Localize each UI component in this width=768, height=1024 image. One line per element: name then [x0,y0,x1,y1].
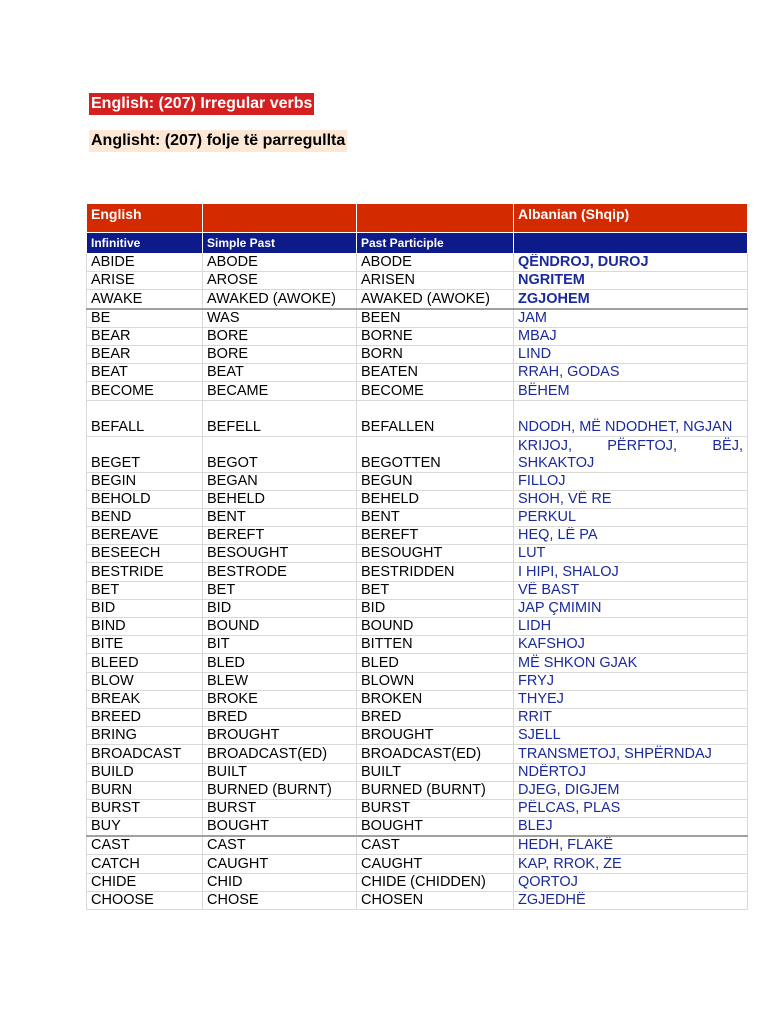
table-row [87,818,748,837]
table-row [87,708,748,726]
cell-albanian: NGRITEM [514,272,748,290]
cell-infinitive: ABIDE [87,254,203,272]
table-row [87,672,748,690]
cell-simple-past: BEFELL [203,400,357,436]
table-row [87,763,748,781]
cell-simple-past: BUILT [203,763,357,781]
table-row [87,836,748,855]
cell-simple-past: BID [203,599,357,617]
table-row [87,799,748,817]
cell-infinitive: BEFALL [87,400,203,436]
cell-infinitive: BUY [87,818,203,837]
cell-simple-past: BLEW [203,672,357,690]
cell-infinitive: BRING [87,727,203,745]
cell-simple-past: BURST [203,799,357,817]
cell-simple-past: BEREFT [203,527,357,545]
table-row [87,563,748,581]
cell-infinitive: BURN [87,781,203,799]
table-row [87,490,748,508]
cell-simple-past: BEHELD [203,490,357,508]
cell-past-participle: BLOWN [357,672,514,690]
cell-simple-past: CHOSE [203,891,357,909]
cell-simple-past: CAUGHT [203,855,357,873]
cell-past-participle: BEATEN [357,364,514,382]
cell-past-participle: BITTEN [357,636,514,654]
cell-infinitive: BLEED [87,654,203,672]
cell-simple-past: BIT [203,636,357,654]
cell-albanian: SJELL [514,727,748,745]
cell-past-participle: BECOME [357,382,514,400]
cell-past-participle: BROUGHT [357,727,514,745]
table-row [87,855,748,873]
cell-infinitive: BESEECH [87,545,203,563]
table-row [87,472,748,490]
table-row [87,272,748,290]
header-past-participle: Past Participle [357,233,514,254]
cell-simple-past: BORE [203,327,357,345]
cell-simple-past: ABODE [203,254,357,272]
verb-rows [87,254,748,910]
cell-albanian: ZGJOHEM [514,290,748,309]
cell-past-participle: BEGUN [357,472,514,490]
table-row [87,508,748,526]
table-row [87,636,748,654]
cell-infinitive: BID [87,599,203,617]
header-row-languages [87,204,748,233]
cell-simple-past: BENT [203,508,357,526]
cell-past-participle: BEFALLEN [357,400,514,436]
cell-infinitive: BREAK [87,690,203,708]
table-row [87,599,748,617]
cell-infinitive: BE [87,309,203,328]
cell-past-participle: BEHELD [357,490,514,508]
cell-simple-past: BORE [203,345,357,363]
table-row [87,545,748,563]
cell-albanian: JAP ÇMIMIN [514,599,748,617]
cell-past-participle: BEREFT [357,527,514,545]
cell-infinitive: BEAR [87,327,203,345]
cell-albanian: NDODH, MË NDODHET, NGJAN [514,400,748,436]
cell-simple-past: BRED [203,708,357,726]
cell-albanian: KRIJOJ, PËRFTOJ, BËJ, SHKAKTOJ [514,436,748,472]
table-row [87,364,748,382]
cell-albanian: LUT [514,545,748,563]
table-row [87,581,748,599]
cell-past-participle: BORN [357,345,514,363]
cell-past-participle: BUILT [357,763,514,781]
cell-simple-past: BEGAN [203,472,357,490]
cell-past-participle: BESOUGHT [357,545,514,563]
header-empty [514,233,748,254]
cell-past-participle: CHOSEN [357,891,514,909]
cell-infinitive: BEAR [87,345,203,363]
cell-albanian: RRAH, GODAS [514,364,748,382]
cell-past-participle: BRED [357,708,514,726]
cell-simple-past: BLED [203,654,357,672]
cell-infinitive: BEHOLD [87,490,203,508]
cell-albanian: LIDH [514,618,748,636]
table-row [87,382,748,400]
cell-simple-past: BURNED (BURNT) [203,781,357,799]
cell-infinitive: BECOME [87,382,203,400]
cell-infinitive: BUILD [87,763,203,781]
cell-albanian: FRYJ [514,672,748,690]
header-english: English [87,204,203,233]
cell-albanian: NDËRTOJ [514,763,748,781]
table-row [87,891,748,909]
cell-albanian: PERKUL [514,508,748,526]
cell-past-participle: BLED [357,654,514,672]
table-row [87,254,748,272]
cell-past-participle: BEEN [357,309,514,328]
cell-past-participle: ABODE [357,254,514,272]
title-english: English: (207) Irregular verbs [89,93,314,115]
table-row [87,781,748,799]
cell-infinitive: BEND [87,508,203,526]
cell-simple-past: BECAME [203,382,357,400]
irregular-verbs-table [86,203,748,910]
table-row [87,873,748,891]
cell-past-participle: ARISEN [357,272,514,290]
cell-infinitive: BROADCAST [87,745,203,763]
cell-simple-past: BOUGHT [203,818,357,837]
title-albanian: Anglisht: (207) folje të parregullta [89,130,347,152]
cell-simple-past: BROKE [203,690,357,708]
cell-albanian: ZGJEDHË [514,891,748,909]
cell-infinitive: BEGIN [87,472,203,490]
cell-past-participle: BROKEN [357,690,514,708]
table-row [87,727,748,745]
cell-infinitive: BLOW [87,672,203,690]
cell-past-participle: CHIDE (CHIDDEN) [357,873,514,891]
cell-infinitive: BESTRIDE [87,563,203,581]
cell-simple-past: BROUGHT [203,727,357,745]
table-row [87,690,748,708]
cell-albanian: SHOH, VË RE [514,490,748,508]
table-row [87,527,748,545]
cell-past-participle: BET [357,581,514,599]
cell-infinitive: BEREAVE [87,527,203,545]
cell-past-participle: BURNED (BURNT) [357,781,514,799]
cell-infinitive: BEAT [87,364,203,382]
cell-past-participle: BOUND [357,618,514,636]
cell-albanian: DJEG, DIGJEM [514,781,748,799]
cell-simple-past: AROSE [203,272,357,290]
table-row [87,309,748,328]
cell-infinitive: CHIDE [87,873,203,891]
cell-simple-past: BESTRODE [203,563,357,581]
cell-albanian: JAM [514,309,748,328]
header-infinitive: Infinitive [87,233,203,254]
cell-infinitive: BIND [87,618,203,636]
cell-simple-past: BEAT [203,364,357,382]
table-row [87,400,748,436]
cell-simple-past: BET [203,581,357,599]
cell-albanian: KAFSHOJ [514,636,748,654]
cell-past-participle: BOUGHT [357,818,514,837]
cell-albanian: BËHEM [514,382,748,400]
cell-infinitive: BREED [87,708,203,726]
cell-infinitive: CATCH [87,855,203,873]
cell-simple-past: AWAKED (AWOKE) [203,290,357,309]
cell-infinitive: AWAKE [87,290,203,309]
cell-simple-past: BEGOT [203,436,357,472]
cell-past-participle: BENT [357,508,514,526]
cell-albanian: TRANSMETOJ, SHPËRNDAJ [514,745,748,763]
cell-simple-past: BROADCAST(ED) [203,745,357,763]
cell-past-participle: CAST [357,836,514,855]
cell-albanian: MË SHKON GJAK [514,654,748,672]
cell-albanian: QORTOJ [514,873,748,891]
header-row-forms [87,233,748,254]
table-row [87,745,748,763]
header-simple-past: Simple Past [203,233,357,254]
cell-past-participle: BID [357,599,514,617]
cell-past-participle: CAUGHT [357,855,514,873]
header-empty [357,204,514,233]
cell-albanian: HEQ, LË PA [514,527,748,545]
table-row [87,618,748,636]
cell-albanian: VË BAST [514,581,748,599]
cell-past-participle: BEGOTTEN [357,436,514,472]
cell-past-participle: BROADCAST(ED) [357,745,514,763]
cell-albanian: THYEJ [514,690,748,708]
cell-albanian: I HIPI, SHALOJ [514,563,748,581]
cell-past-participle: AWAKED (AWOKE) [357,290,514,309]
cell-infinitive: CHOOSE [87,891,203,909]
cell-albanian: HEDH, FLAKË [514,836,748,855]
cell-infinitive: BEGET [87,436,203,472]
table-row [87,436,748,472]
cell-albanian: PËLCAS, PLAS [514,799,748,817]
cell-simple-past: BESOUGHT [203,545,357,563]
cell-albanian: QËNDROJ, DUROJ [514,254,748,272]
cell-albanian: KAP, RROK, ZE [514,855,748,873]
table-row [87,327,748,345]
cell-simple-past: WAS [203,309,357,328]
cell-infinitive: BET [87,581,203,599]
cell-infinitive: CAST [87,836,203,855]
table-row [87,290,748,309]
table-row [87,345,748,363]
cell-albanian: RRIT [514,708,748,726]
cell-past-participle: BURST [357,799,514,817]
cell-past-participle: BORNE [357,327,514,345]
cell-infinitive: ARISE [87,272,203,290]
cell-simple-past: CHID [203,873,357,891]
cell-simple-past: CAST [203,836,357,855]
header-albanian: Albanian (Shqip) [514,204,748,233]
cell-past-participle: BESTRIDDEN [357,563,514,581]
header-empty [203,204,357,233]
cell-simple-past: BOUND [203,618,357,636]
cell-albanian: MBAJ [514,327,748,345]
cell-albanian: FILLOJ [514,472,748,490]
table-row [87,654,748,672]
cell-infinitive: BURST [87,799,203,817]
cell-infinitive: BITE [87,636,203,654]
cell-albanian: BLEJ [514,818,748,837]
cell-albanian: LIND [514,345,748,363]
